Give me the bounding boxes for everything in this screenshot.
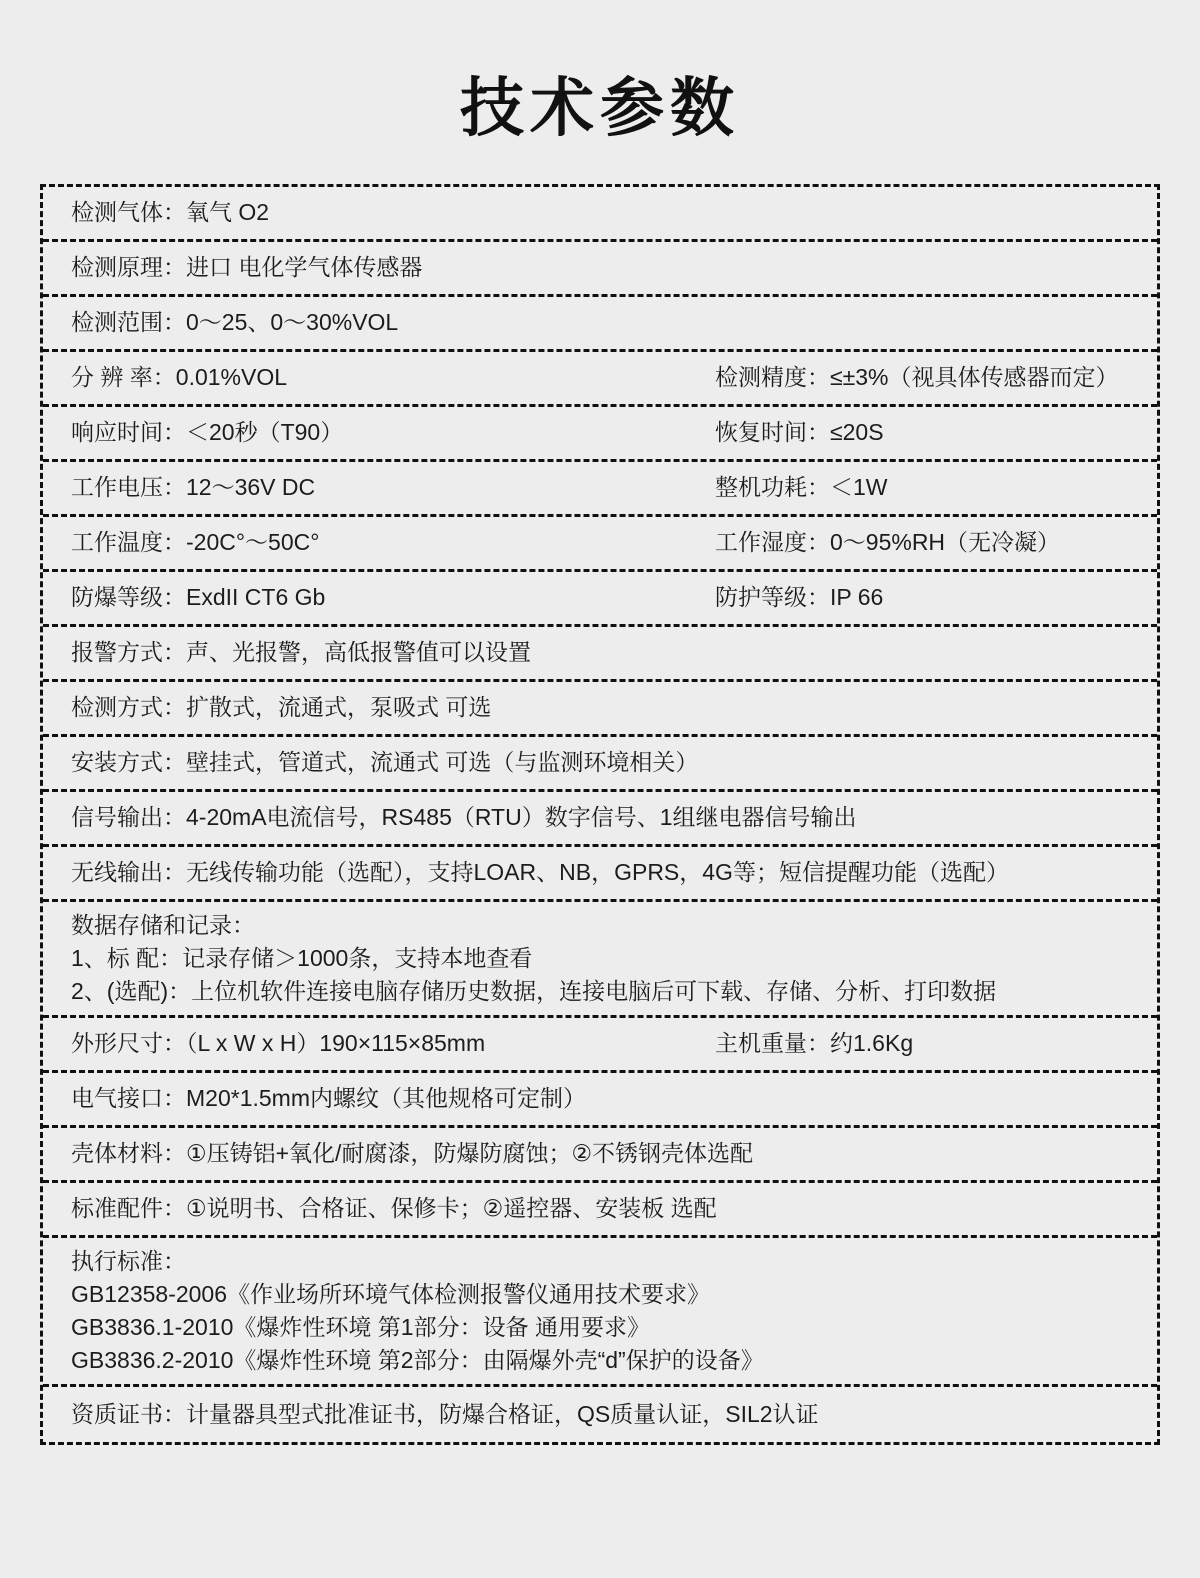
spec-text: 电气接口：M20*1.5mm内螺纹（其他规格可定制） [71,1085,586,1112]
row-housing-material [43,1128,1157,1183]
row-data-storage [43,902,1157,1018]
cell-power-consumption: 整机功耗：＜1W [715,474,888,501]
spec-text: 检测原理：进口 电化学气体传感器 [71,254,423,281]
row-detection-mode [43,682,1157,737]
spec-table [40,184,1160,1445]
cell-explosion-proof-grade: 防爆等级：ExdII CT6 Gb [71,584,326,611]
row-detection-gas [43,187,1157,242]
spec-text: 无线输出：无线传输功能（选配），支持LOAR、NB，GPRS，4G等；短信提醒功能（选配） [71,859,1009,886]
spec-text: 安装方式：壁挂式，管道式，流通式 可选（与监测环境相关） [71,749,699,776]
row-wireless-output [43,847,1157,902]
row-execution-standards [43,1238,1157,1387]
spec-text: 标准配件：①说明书、合格证、保修卡；②遥控器、安装板 选配 [71,1195,717,1222]
spec-text: 壳体材料：①压铸铝+氧化/耐腐漆，防爆防腐蚀；②不锈钢壳体选配 [71,1140,754,1167]
cell-protection-grade: 防护等级：IP 66 [715,584,884,611]
page-title: 技术参数 [460,72,740,144]
cell-accuracy: 检测精度：≤±3%（视具体传感器而定） [715,364,1119,391]
row-standard-accessories [43,1183,1157,1238]
spec-text: 检测范围：0～25、0～30%VOL [71,309,399,336]
row-signal-output [43,792,1157,847]
cell-working-humidity: 工作湿度：0～95%RH（无冷凝） [715,529,1061,556]
standard-gb3836-2: GB3836.2-2010《爆炸性环境 第2部分：由隔爆外壳“d”保护的设备》 [71,1346,764,1373]
data-storage-optional: 2、(选配)：上位机软件连接电脑存储历史数据，连接电脑后可下载、存储、分析、打印数据 [71,977,997,1004]
row-installation-mode [43,737,1157,792]
data-storage-standard: 1、标 配：记录存储＞1000条，支持本地查看 [71,944,533,971]
row-detection-principle [43,242,1157,297]
cell-working-voltage: 工作电压：12～36V DC [71,474,316,501]
row-response-recovery [43,407,1157,462]
row-detection-range [43,297,1157,352]
standard-gb12358: GB12358-2006《作业场所环境气体检测报警仪通用技术要求》 [71,1280,711,1307]
row-electrical-interface [43,1073,1157,1128]
standards-heading: 执行标准： [71,1247,186,1274]
spec-text: 检测方式：扩散式，流通式，泵吸式 可选 [71,694,492,721]
cell-dimensions: 外形尺寸：（L x W x H）190×115×85mm [71,1030,486,1057]
row-temperature-humidity [43,517,1157,572]
cell-resolution: 分 辨 率：0.01%VOL [71,364,288,391]
row-dimensions-weight [43,1018,1157,1073]
cell-working-temperature: 工作温度：-20C°～50C° [71,529,320,556]
standard-gb3836-1: GB3836.1-2010《爆炸性环境 第1部分：设备 通用要求》 [71,1313,650,1340]
cell-response-time: 响应时间：＜20秒（T90） [71,419,344,446]
spec-text: 资质证书：计量器具型式批准证书，防爆合格证，QS质量认证，SIL2认证 [71,1400,819,1427]
cell-weight: 主机重量：约1.6Kg [715,1030,914,1057]
row-resolution-accuracy [43,352,1157,407]
spec-text: 检测气体：氧气 O2 [71,199,270,226]
spec-text: 信号输出：4-20mA电流信号，RS485（RTU）数字信号、1组继电器信号输出 [71,804,857,831]
row-voltage-power [43,462,1157,517]
row-explosion-ip-rating [43,572,1157,627]
spec-text: 报警方式：声、光报警，高低报警值可以设置 [71,639,531,666]
data-storage-heading: 数据存储和记录： [71,911,255,938]
row-certificates [43,1387,1157,1442]
row-alarm-mode [43,627,1157,682]
cell-recovery-time: 恢复时间：≤20S [715,419,884,446]
